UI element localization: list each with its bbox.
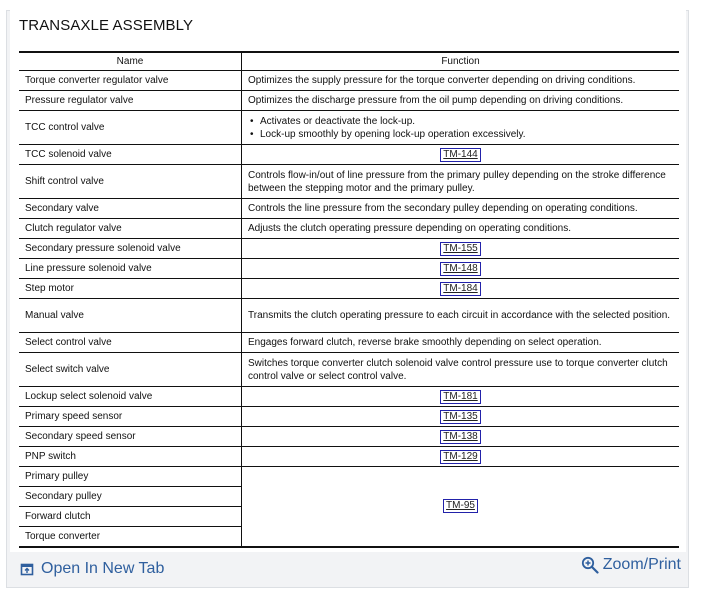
component-function: [242, 447, 680, 467]
component-function: Engages forward clutch, reverse brake smoothly depending on select operation.: [242, 333, 680, 353]
component-function: Controls flow-in/out of line pressure from the primary pulley depending on the stroke difference between the stepping motor and the primary pulley.: [242, 165, 680, 199]
component-name: Manual valve: [19, 299, 242, 333]
reference-link[interactable]: TM-148: [440, 262, 480, 276]
table-row: [19, 407, 679, 427]
component-name: Secondary valve: [19, 199, 242, 219]
page-title: TRANSAXLE ASSEMBLY: [19, 17, 194, 34]
component-function: [242, 279, 680, 299]
function-bullet: • Activates or deactivate the lock-up.: [260, 115, 673, 128]
name-column-header: Name: [19, 52, 242, 71]
table-row: [19, 165, 679, 199]
component-name: Primary pulley: [19, 467, 242, 487]
component-name: Line pressure solenoid valve: [19, 259, 242, 279]
table-row: [19, 71, 679, 91]
component-name: PNP switch: [19, 447, 242, 467]
table-header-row: [19, 52, 679, 71]
table-row: [19, 145, 679, 165]
reference-link[interactable]: TM-184: [440, 282, 480, 296]
component-name: Torque converter: [19, 527, 242, 547]
reference-link[interactable]: TM-129: [440, 450, 480, 464]
reference-link[interactable]: TM-181: [440, 390, 480, 404]
table-row: [19, 279, 679, 299]
component-function: Optimizes the discharge pressure from the oil pump depending on driving conditions.: [242, 91, 680, 111]
component-name: Clutch regulator valve: [19, 219, 242, 239]
table-row: [19, 91, 679, 111]
component-name: Secondary speed sensor: [19, 427, 242, 447]
table-row: [19, 239, 679, 259]
component-function: Switches torque converter clutch solenoid valve control pressure use to torque converter clutch control valve or select control valve.: [242, 353, 680, 387]
component-name: Select switch valve: [19, 353, 242, 387]
open-in-new-tab-link[interactable]: [20, 560, 164, 578]
reference-link[interactable]: TM-144: [440, 148, 480, 162]
table-row: [19, 111, 679, 145]
component-function: Controls the line pressure from the secondary pulley depending on operating conditions.: [242, 199, 680, 219]
function-column-header: Function: [242, 52, 680, 71]
table-row: [19, 199, 679, 219]
table-row: [19, 467, 679, 487]
function-bullet: • Lock-up smoothly by opening lock-up operation excessively.: [260, 128, 673, 141]
component-function: [242, 387, 680, 407]
table-row: [19, 427, 679, 447]
reference-link[interactable]: TM-95: [443, 499, 478, 513]
component-name: Pressure regulator valve: [19, 91, 242, 111]
component-name: Select control valve: [19, 333, 242, 353]
component-function: [242, 467, 680, 547]
reference-link[interactable]: TM-138: [440, 430, 480, 444]
component-table: [19, 51, 679, 548]
component-name: Shift control valve: [19, 165, 242, 199]
table-row: [19, 447, 679, 467]
component-name: Forward clutch: [19, 507, 242, 527]
component-name: TCC solenoid valve: [19, 145, 242, 165]
function-bullet-list: [248, 115, 673, 141]
open-new-tab-icon: [20, 562, 34, 576]
table-row: [19, 219, 679, 239]
component-function: Transmits the clutch operating pressure to each circuit in accordance with the selected position.: [242, 299, 680, 333]
component-function: Adjusts the clutch operating pressure depending on operating conditions.: [242, 219, 680, 239]
component-function: Optimizes the supply pressure for the torque converter depending on driving conditions.: [242, 71, 680, 91]
reference-link[interactable]: TM-155: [440, 242, 480, 256]
zoom-print-label: Zoom/Print: [602, 556, 681, 573]
component-name: TCC control valve: [19, 111, 242, 145]
table-row: [19, 259, 679, 279]
reference-link[interactable]: TM-135: [440, 410, 480, 424]
table-row: [19, 353, 679, 387]
component-name: Primary speed sensor: [19, 407, 242, 427]
component-name: Torque converter regulator valve: [19, 71, 242, 91]
table-row: [19, 299, 679, 333]
component-function: [242, 145, 680, 165]
component-name: Step motor: [19, 279, 242, 299]
table-row: [19, 387, 679, 407]
component-function: [242, 239, 680, 259]
table-row: [19, 333, 679, 353]
component-name: Secondary pressure solenoid valve: [19, 239, 242, 259]
component-function: [242, 259, 680, 279]
component-function: [242, 111, 680, 145]
component-name: Lockup select solenoid valve: [19, 387, 242, 407]
component-name: Secondary pulley: [19, 487, 242, 507]
zoom-print-link[interactable]: [581, 556, 681, 574]
component-function: [242, 427, 680, 447]
component-function: [242, 407, 680, 427]
open-in-new-tab-label: Open In New Tab: [41, 560, 165, 577]
zoom-in-icon: [581, 556, 599, 574]
